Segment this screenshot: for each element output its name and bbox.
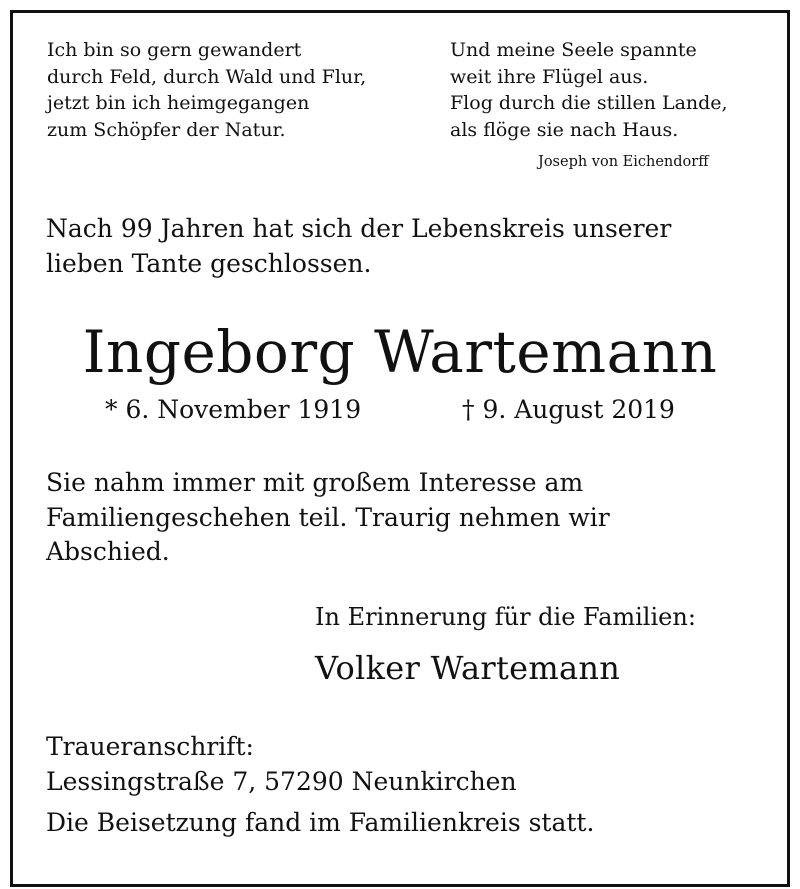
- poem-line: weit ihre Flügel aus.: [450, 65, 649, 88]
- poem-left-stanza: [47, 37, 366, 143]
- poem-line: Und meine Seele spannte: [450, 39, 697, 61]
- poem-attribution: Joseph von Eichendorff: [538, 154, 709, 170]
- address-label: Traueranschrift:: [46, 732, 254, 761]
- tribute-line: Abschied.: [46, 537, 170, 566]
- poem-right-stanza: [450, 37, 728, 143]
- poem-line: Ich bin so gern gewandert: [47, 39, 302, 61]
- intro-line: Nach 99 Jahren hat sich der Lebenskreis unserer: [46, 214, 672, 243]
- poem-line: zum Schöpfer der Natur.: [47, 118, 286, 141]
- mourning-address: [46, 729, 517, 799]
- intro-text: [46, 212, 671, 281]
- tribute-line: Familiengeschehen teil. Traurig nehmen wir: [46, 502, 610, 532]
- tribute-line: Sie nahm immer mit großem Interesse am: [46, 468, 584, 497]
- intro-line: lieben Tante geschlossen.: [46, 248, 372, 278]
- birth-date: * 6. November 1919: [105, 395, 362, 424]
- memory-line: In Erinnerung für die Familien:: [315, 603, 696, 631]
- poem-line: jetzt bin ich heimgegangen: [47, 92, 310, 114]
- signer-name: Volker Wartemann: [315, 649, 621, 687]
- poem-line: durch Feld, durch Wald und Flur,: [47, 65, 367, 88]
- poem-line: als flöge sie nach Haus.: [450, 118, 679, 141]
- closing-note: Die Beisetzung fand im Familienkreis statt.: [46, 808, 595, 837]
- tribute-text: [46, 466, 610, 570]
- deceased-name: Ingeborg Wartemann: [82, 318, 718, 386]
- poem-line: Flog durch die stillen Lande,: [450, 92, 728, 114]
- death-date: † 9. August 2019: [462, 395, 675, 424]
- address-line: Lessingstraße 7, 57290 Neunkirchen: [46, 767, 517, 796]
